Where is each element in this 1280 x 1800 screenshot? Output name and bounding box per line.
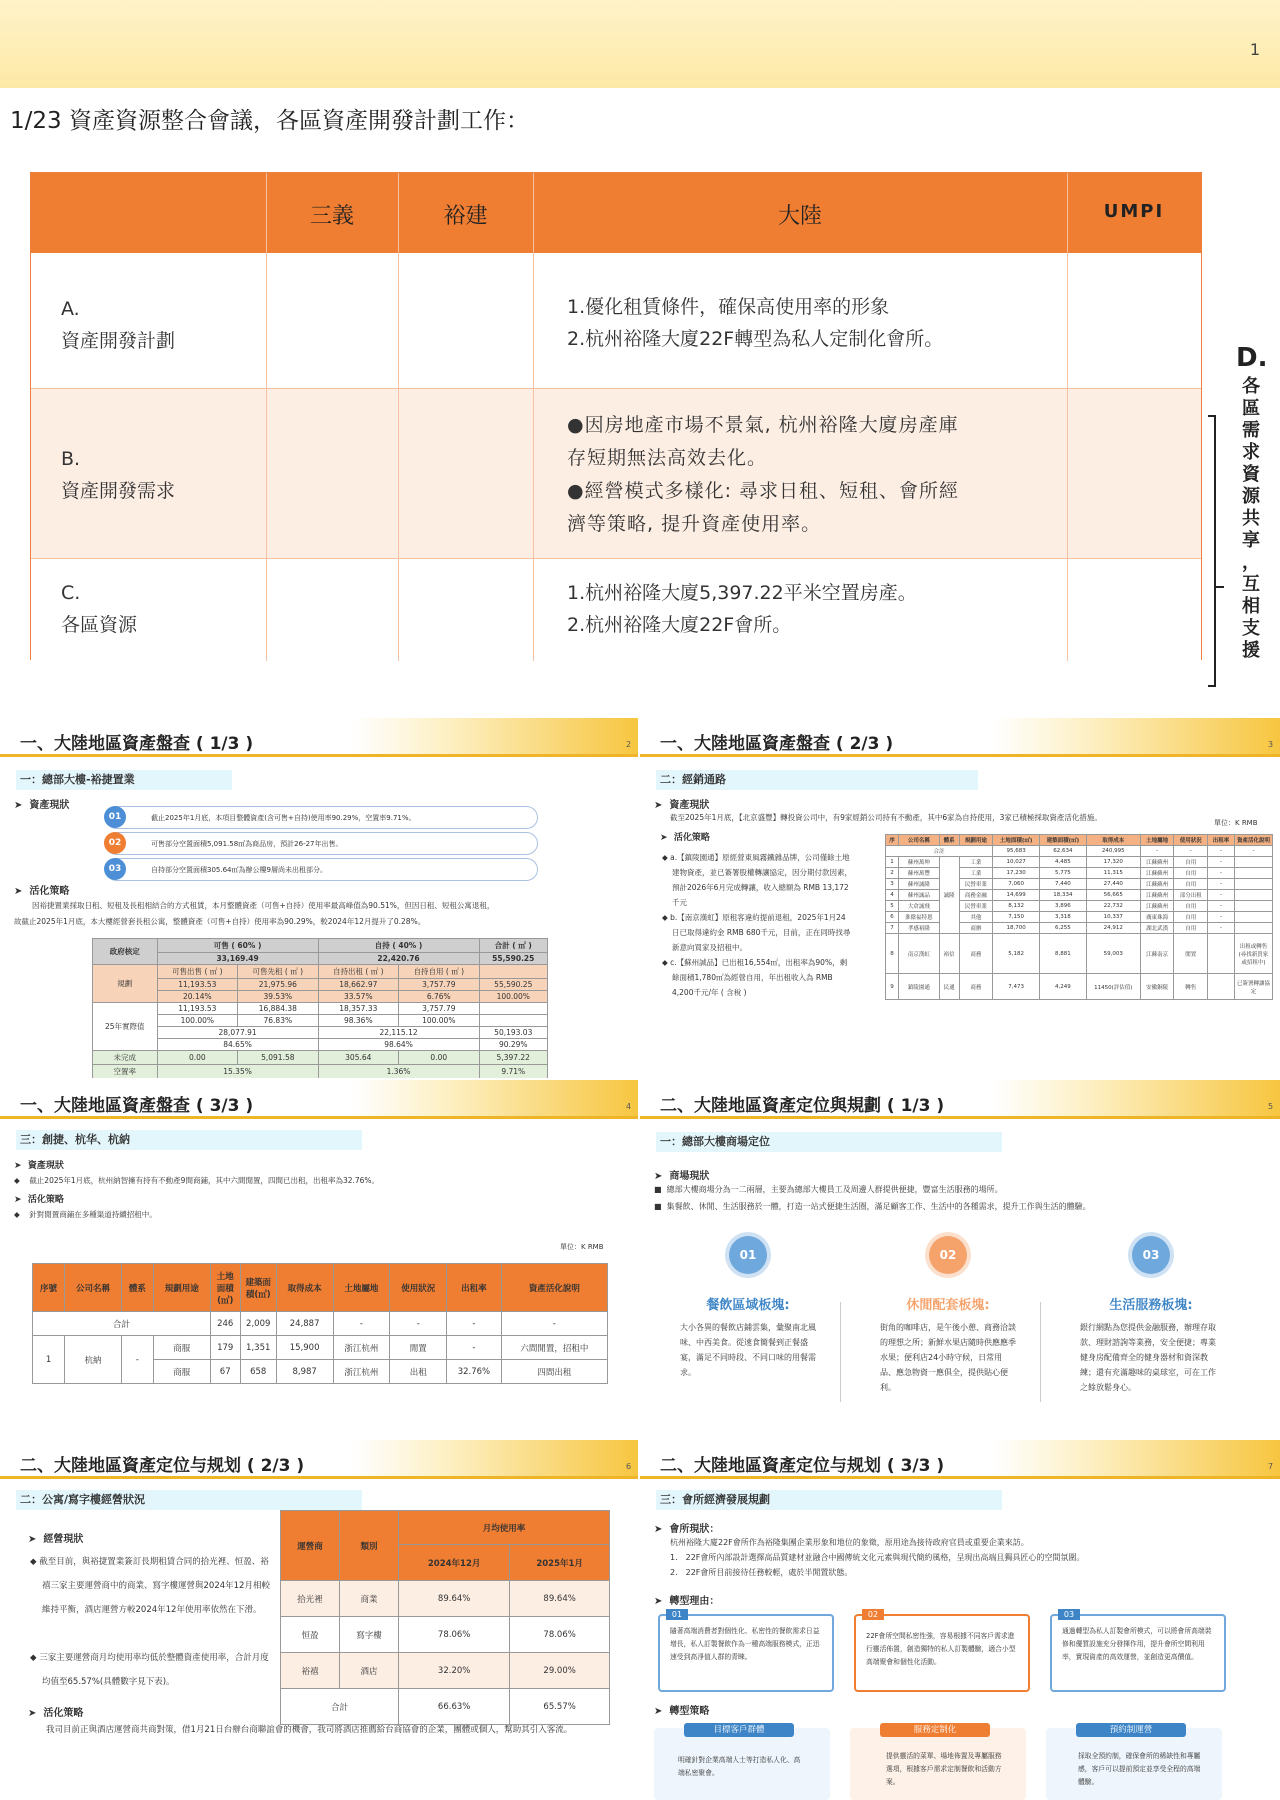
slide-7-text: 杭州裕隆大廈22F會所作為裕隆集團企業形象和地位的象徵，原用途為接待政府官員或重要企業來訪。 1. 22F會所內部設計選擇高品質建材並融合中國傳統文化元素與現代簡約風格，呈現出高端且獨具匠心的空間氛圍。 2. 22F會所目前接待任務較輕，處於半閒置狀態。 — [670, 1538, 1085, 1577]
strategy-3-title: 預約制運營 — [1076, 1723, 1186, 1737]
card-divider-1 — [840, 1302, 841, 1402]
slide-2-h1: ➤ 資產現狀 — [14, 800, 70, 811]
col-header-mainland: 大陸 — [777, 204, 822, 229]
slide-5-title-line — [640, 1116, 1280, 1119]
card-2-desc: 街角的咖啡店，是午後小憩、商務洽談的理想之所；新鮮水果店隨時供應應季水果；便利店24小時守候，日常用品、應急物資一應俱全，提供貼心便利。 — [880, 1323, 1016, 1392]
slide-3-h1: ➤ 資產現狀 — [654, 800, 710, 811]
slide-3-page: 3 — [1268, 740, 1274, 749]
slide-3-unit: 單位：K RMB — [1214, 819, 1258, 827]
strategy-1-text: 明確針對企業高端人士等打造私人化、高端私密聚會。 — [678, 1756, 801, 1777]
slide-5-t1: ■ 總部大樓商場分為一二兩層，主要為總部大樓員工及周邊人群提供便捷，豐富生活服務的場所。 — [654, 1185, 1003, 1194]
row-a-label: A. 資產開發計劃 — [61, 298, 176, 352]
strategy-2-title: 服務定制化 — [880, 1723, 990, 1737]
slide-5-h1: ➤ 商場現狀 — [654, 1171, 710, 1182]
card-3-desc: 銀行網點為您提供金融服務，辦理存取款、理財諮詢等業務，安全便捷；專業健身房配備齊全的健身器材和資深教練；還有充滿趣味的桌球室，可在工作之餘放鬆身心。 — [1080, 1323, 1216, 1392]
row-c-label: C. 各區資源 — [61, 582, 138, 636]
col-header-sanyi: 三義 — [309, 204, 354, 229]
pill-1-num: 01 — [104, 806, 126, 828]
reason-3-num: 03 — [1058, 1609, 1080, 1620]
slide-4-t2: ◆ 針對閒置商鋪在多種渠道持續招租中。 — [14, 1210, 157, 1219]
slide-2-text: 因裕捷置業採取日租、短租及長租相結合的方式租賃，本月整體資產（可售+自持）使用率最高峰值為90.51%，但因日租、短租公寓退租， 故截止2025年1月底，本大樓經營套長租公寓，整體資產（可售+自持）使用率為90.29%，較2024年12月提升了0.28%。 — [14, 901, 495, 926]
slide-3-table: 序 公司名稱 體系 規劃用途 土地面積(㎡) 建築面積(㎡) 取得成本 土地屬地 使用狀況 出租率 資產活化說明 合計 95,683 62,634 240,995 - - - - 1 蘇州萬坤 誠隆 工業 10,027 4,485 17,320 江蘇蘇州 自用 - 2 蘇州萬豐 工業 17,230 5,775 11,315 江蘇蘇州 自用 - 3 蘇州誠隆 民營車業 7,060 7,440 27,440 江蘇蘇州 自用 - 4 蘇州誠品 商務金融 14,699 18,334 56,665 江蘇蘇州 部分出租 - 5 大倉誠飛 民營車業 8,132 3,896 22,732 江蘇蘇州 自用 - 6 淮陰福特恩 其他 7,150 3,318 10,337 廣東珠海 自用 - 7 孝感裕隆 商辦 18,700 6,255 24,912 湖北武漢 自用 - 8 南京漢虹 裕信 商務 5,182 8,881 59,003 江蘇南京 閒置 出租或轉售(尋找新買家或招租中) 9 鎮陵園通 民通 商務 7,473 4,249 11450(評估值) 安徽銅陵 轉售 已簽署轉讓協定 — [885, 834, 1273, 1000]
pill-2: 可售部分空置面積5,091.58㎡為商品房，預計26-27年出售。 — [105, 832, 538, 855]
card-1-num: 01 — [729, 1236, 767, 1274]
side-note: D. 各 區 需 求 資 源 共 享 ， 互 相 支 援 — [1236, 343, 1268, 661]
card-1-title: 餐飲區域板塊: — [706, 1298, 790, 1313]
slide-3-bullets: ◆ a.【鎮陵園通】原經營東風霧鐵雜品牌，公司僅餘土地建物資產，並已簽署股權轉讓協定，因分期付款因素，預計2026年6月完成轉讓，收入總額為 RMB 13,172千元 ◆ b.【南京漢虹】原租客違約提前退租，2025年1月24日已取得違約金 RMB 680千元，目前，正在同時找尋新意向買家及招租中。 ◆ c.【蘇州誠品】已出租16,554㎡，出租率為90%，剩餘面積1,780㎡為經營自用，年出租收入為 RMB 4,200千元/年 ( 含稅 ) — [662, 853, 852, 997]
slide-5-title: 二、大陸地區資產定位與規劃 ( 1/3 ) — [660, 1096, 945, 1116]
col-header-yujian: 裕建 — [443, 204, 488, 229]
slide-3-title: 一、大陸地區資產盤查 ( 2/3 ) — [660, 734, 894, 754]
slide-4-page: 4 — [626, 1102, 632, 1111]
slide-7-title: 二、大陸地區資產定位与规划 ( 3/3 ) — [660, 1456, 945, 1476]
pill-3: 自持部分空置面積305.64㎡為辦公樓9層尚未出租部分。 — [105, 858, 538, 881]
slide-7-sub: 三：會所經濟發展規劃 — [656, 1490, 1002, 1510]
slide-7-h1: ➤ 會所現狀： — [654, 1524, 720, 1535]
slide-5-page: 5 — [1268, 1102, 1274, 1111]
slide-2 — [0, 718, 638, 1078]
pill-3-num: 03 — [104, 858, 126, 880]
slide-6-sub: 二：公寓/寫字樓經營狀況 — [16, 1490, 362, 1510]
card-1-desc: 大小各異的餐飲店鋪雲集，彙聚南北風味、中西美食。從速食簡餐到正餐盛宴，滿足不同時段、不同口味的用餐需求。 — [680, 1323, 816, 1377]
reason-1-text: 隨著高端消費者對個性化、私密性的餐飲需求日益增長，私人訂製餐飲作為一種高端服務模式，正迅速受到高淨值人群的青睞。 — [670, 1627, 820, 1661]
reason-1-num: 01 — [666, 1609, 688, 1620]
pill-1: 截止2025年1月底，本項目整體資產(含可售+自持)使用率90.29%，空置率9.71%。 — [105, 806, 538, 829]
slide-6-t2: ◆ 三家主要運營商月均使用率均低於整體資產使用率，合計月度均值至65.57%(具體數字見下表)。 — [30, 1653, 269, 1687]
col-header-umpi: UMPI — [1103, 201, 1165, 222]
plan-table — [30, 172, 1202, 660]
slide-1 — [0, 0, 1280, 715]
slide-4-h1: ➤ 資產現狀 — [14, 1161, 64, 1171]
reason-2-text: 22F會所空間私密性強，容易根據不同客戶需求進行靈活佈置，創造獨特的私人訂製體驗，適合小型高端聚會和個性化活動。 — [866, 1632, 1016, 1666]
slide-3-title-line — [640, 754, 1280, 757]
slide-6-t3: 我司目前正與酒店運營商共商對策，借1月21日台辦台商聯誼會的機會，我司將酒店推薦給台商協會的企業，團體或個人，幫助其引入客流。 — [46, 1725, 573, 1735]
strategy-1-title: 目標客戶群體 — [684, 1723, 794, 1737]
slide-2-title: 一、大陸地區資產盤查 ( 1/3 ) — [20, 734, 254, 754]
slide-4-table: 序號 公司名稱 體系 規劃用途 土地面積(㎡) 建築面積(㎡) 取得成本 土地屬地 使用狀況 出租率 資產活化說明 合計 246 2,009 24,887 - - - - 1 杭納 - 商服 179 1,351 15,900 浙江杭州 閒置 - 六間閒置，招租中 商服 67 658 8,987 浙江杭州 出租 32.76% 四間出租 — [32, 1263, 608, 1384]
reason-2-num: 02 — [862, 1609, 884, 1620]
slide-7-page: 7 — [1268, 1462, 1274, 1471]
slide-3-h2: ➤ 活化策略 — [660, 833, 710, 843]
slide-6-title-line — [0, 1476, 638, 1479]
strategy-3-text: 採取全預約制，確保會所的稀缺性和專屬感，客戶可以提前預定並享受全程的高端體驗。 — [1078, 1752, 1201, 1786]
card-3-title: 生活服務板塊: — [1109, 1298, 1193, 1313]
slide-7-h2: ➤ 轉型理由： — [654, 1596, 720, 1607]
slide-7 — [640, 1440, 1280, 1800]
slide-4-unit: 單位：K RMB — [560, 1243, 604, 1251]
slide-3-t1: 截至2025年1月底，【北京盛豐】轉投資公司中，有9家經銷公司持有不動產，其中6家為自持使用，3家已積極採取資產活化措施。 — [670, 813, 1102, 822]
side-bracket-tick — [1216, 586, 1224, 588]
reason-3-text: 通過轉型為私人訂製會所模式，可以將會所高端裝修和優質設施充分發揮作用，提升會所空間利用率，實現資產的高效運營，並創造更高價值。 — [1062, 1627, 1212, 1661]
slide-2-table: 政府核定 可售 ( 60% ) 自持 ( 40% ) 合計 ( ㎡ ) 33,169.49 22,420.76 55,590.25 規劃 可售出售 ( ㎡ ) 可售先租 ( ㎡ ) 自持出租 ( ㎡ ) 自持自用 ( ㎡ ) 11,193.53 21,975.96 18,662.97 3,757.79 55,590.25 20.14% 39.53% 33.57% 6.76% 100.00% 25年實際值 11,193.53 16,884.38 18,357.33 3,757.79 100.00% 76.83% 98.36% 100.00% 28,077.91 22,115.12 50,193.03 84.65% 98.64% 90.29% 未完成 0.00 5,091.58 305.64 0.00 5,397.22 空置率 15.35% 1.36% 9.71% — [92, 938, 548, 1078]
slide-7-h3: ➤ 轉型策略 — [654, 1706, 710, 1717]
slide-4-sub: 三：創捷、杭华、杭納 — [16, 1130, 362, 1150]
slide-4-t1: ◆ 截止2025年1月底，杭州納智擁有持有不動產9間商鋪，其中六間閒置，四間已出租，出租率為32.76%。 — [14, 1176, 380, 1185]
slide-5-sub: 一：總部大樓商場定位 — [656, 1132, 1002, 1152]
slide-6-title: 二、大陸地區資產定位与规划 ( 2/3 ) — [20, 1456, 305, 1476]
slide-4-title-line — [0, 1116, 638, 1119]
slide-6-page: 6 — [626, 1462, 632, 1471]
slide-3 — [640, 718, 1280, 1078]
side-bracket — [1208, 415, 1216, 687]
card-2-title: 休閒配套板塊: — [906, 1298, 990, 1313]
slide-7-title-line — [640, 1476, 1280, 1479]
row-b-label: B. 資產開發需求 — [61, 448, 176, 502]
row-c-content: 1.杭州裕隆大廈5,397.22平米空置房產。 2.杭州裕隆大廈22F會所。 — [567, 582, 917, 636]
slide-6-table: 運營商 類別 月均使用率 2024年12月 2025年1月 拾光裡 商業 89.64% 89.64% 恒盈 寫字樓 78.06% 78.06% 裕禧 酒店 32.20% 29.00% 合計 66.63% 65.57% — [280, 1510, 610, 1725]
slide-2-page: 2 — [626, 740, 632, 749]
slide-5 — [640, 1080, 1280, 1438]
page-number: 1 — [1249, 40, 1260, 59]
slide-6-h1: ➤ 經營現狀 — [28, 1534, 84, 1545]
card-divider-2 — [1040, 1302, 1041, 1402]
slide-6 — [0, 1440, 638, 1800]
slide-4-title: 一、大陸地區資產盤查 ( 3/3 ) — [20, 1096, 254, 1116]
row-b-content: ●因房地產市場不景氣, 杭州裕隆大廈房產庫 存短期無法高效去化。 ●經營模式多樣化: 尋求日租、短租、會所經 濟等策略, 提升資產使用率。 — [567, 414, 960, 535]
pill-2-num: 02 — [104, 832, 126, 854]
slide-3-sub: 二：經銷通路 — [656, 770, 978, 790]
slide-4 — [0, 1080, 638, 1438]
row-a-content: 1.優化租賃條件，確保高使用率的形象 2.杭州裕隆大廈22F轉型為私人定制化會所。 — [567, 296, 944, 350]
slide-4-h2: ➤ 活化策略 — [14, 1195, 64, 1205]
strategy-2-text: 提供靈活的菜單、場地佈置及專屬服務選項，根據客戶需求定制餐飲和活動方案。 — [886, 1752, 1002, 1786]
slide-2-title-line — [0, 754, 638, 757]
slide-2-h2: ➤ 活化策略 — [14, 886, 70, 897]
slide-5-t2: ■ 集餐飲、休閒、生活服務於一體，打造一站式便捷生活圈，滿足顧客工作、生活中的各種需求，提升工作與生活的體驗。 — [654, 1202, 1091, 1211]
slide-1-header-band — [0, 0, 1280, 88]
slide-2-sub: 一：總部大樓-裕捷置業 — [16, 770, 232, 790]
slide-title: 1/23 資產資源整合會議，各區資產開發計劃工作： — [10, 108, 529, 134]
slide-6-h2: ➤ 活化策略 — [28, 1708, 84, 1719]
card-2-num: 02 — [929, 1236, 967, 1274]
slide-6-t1: ◆ 截至目前，與裕捷置業簽訂長期租賃合同的拾光裡、恒盈、裕禧三家主要運營商中的商業、寫字樓運營與2024年12月相較維持平衡，酒店運營方較2024年12年使用率依然在下滑。 — [30, 1557, 270, 1615]
card-3-num: 03 — [1132, 1236, 1170, 1274]
